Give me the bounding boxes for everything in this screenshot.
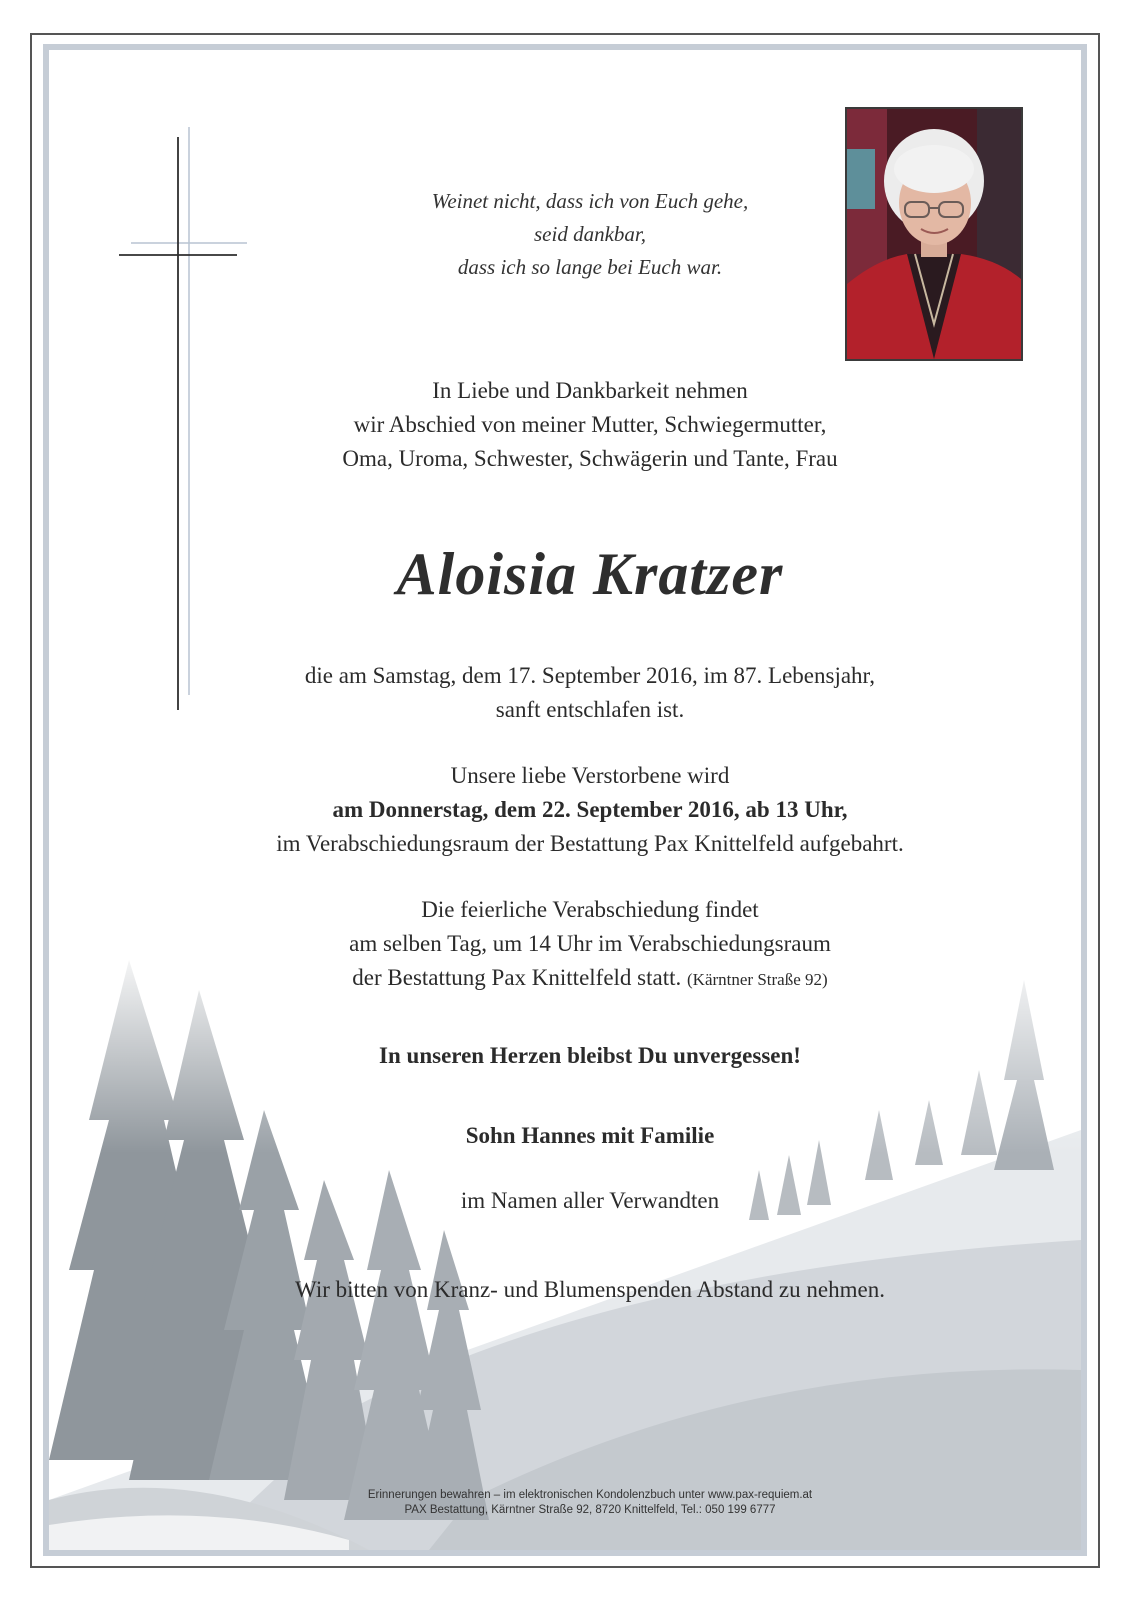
deceased-name: Aloisia Kratzer [396, 541, 784, 607]
intro-line: In Liebe und Dankbarkeit nehmen [432, 378, 748, 403]
death-line: die am Samstag, dem 17. September 2016, im 87. Lebensjahr, [304, 663, 876, 688]
verse-line: Weinet nicht, dass ich von Euch gehe, [431, 189, 749, 213]
ceremony-location: der Bestattung Pax Knittelfeld statt. [352, 965, 682, 990]
ceremony-line-with-address [100, 961, 1080, 997]
closing-sentiment: In unseren Herzen bleibst Du unvergessen! [379, 1043, 801, 1068]
intro-line: wir Abschied von meiner Mutter, Schwiegermutter, [353, 412, 827, 437]
verse-line: seid dankbar, [534, 222, 646, 246]
ceremony-info [100, 893, 1080, 997]
mourner-family: Sohn Hannes mit Familie [465, 1123, 715, 1148]
wake-date: am Donnerstag, dem 22. September 2016, ab 13 Uhr, [332, 797, 848, 822]
ceremony-line: am selben Tag, um 14 Uhr im Verabschiedungsraum [349, 931, 831, 956]
mourner-relatives: im Namen aller Verwandten [460, 1188, 720, 1213]
farewell-intro [100, 374, 1080, 476]
verse-line: dass ich so lange bei Euch war. [457, 255, 723, 279]
footer-condolence-line: Erinnerungen bewahren – im elektronischen Kondolenzbuch unter www.pax-requiem.at [367, 1489, 813, 1501]
death-notice [100, 659, 1080, 727]
portrait-image [847, 109, 1021, 359]
wake-info [100, 759, 1080, 861]
intro-line: Oma, Uroma, Schwester, Schwägerin und Tante, Frau [342, 446, 838, 471]
portrait-photo [845, 107, 1023, 361]
footer-contact-line: PAX Bestattung, Kärntner Straße 92, 8720 Knittelfeld, Tel.: 050 199 6777 [404, 1504, 776, 1516]
wake-location: im Verabschiedungsraum der Bestattung Pax Knittelfeld aufgebahrt. [276, 831, 904, 856]
wake-line: Unsere liebe Verstorbene wird [450, 763, 730, 788]
forest-landscape-image [49, 940, 1081, 1550]
memorial-verse [340, 185, 840, 284]
ceremony-line: Die feierliche Verabschiedung findet [421, 897, 759, 922]
death-line: sanft entschlafen ist. [495, 697, 685, 722]
flower-request: Wir bitten von Kranz- und Blumenspenden Abstand zu nehmen. [295, 1277, 885, 1302]
ceremony-address: (Kärntner Straße 92) [687, 970, 828, 989]
footer-info [100, 1488, 1080, 1518]
